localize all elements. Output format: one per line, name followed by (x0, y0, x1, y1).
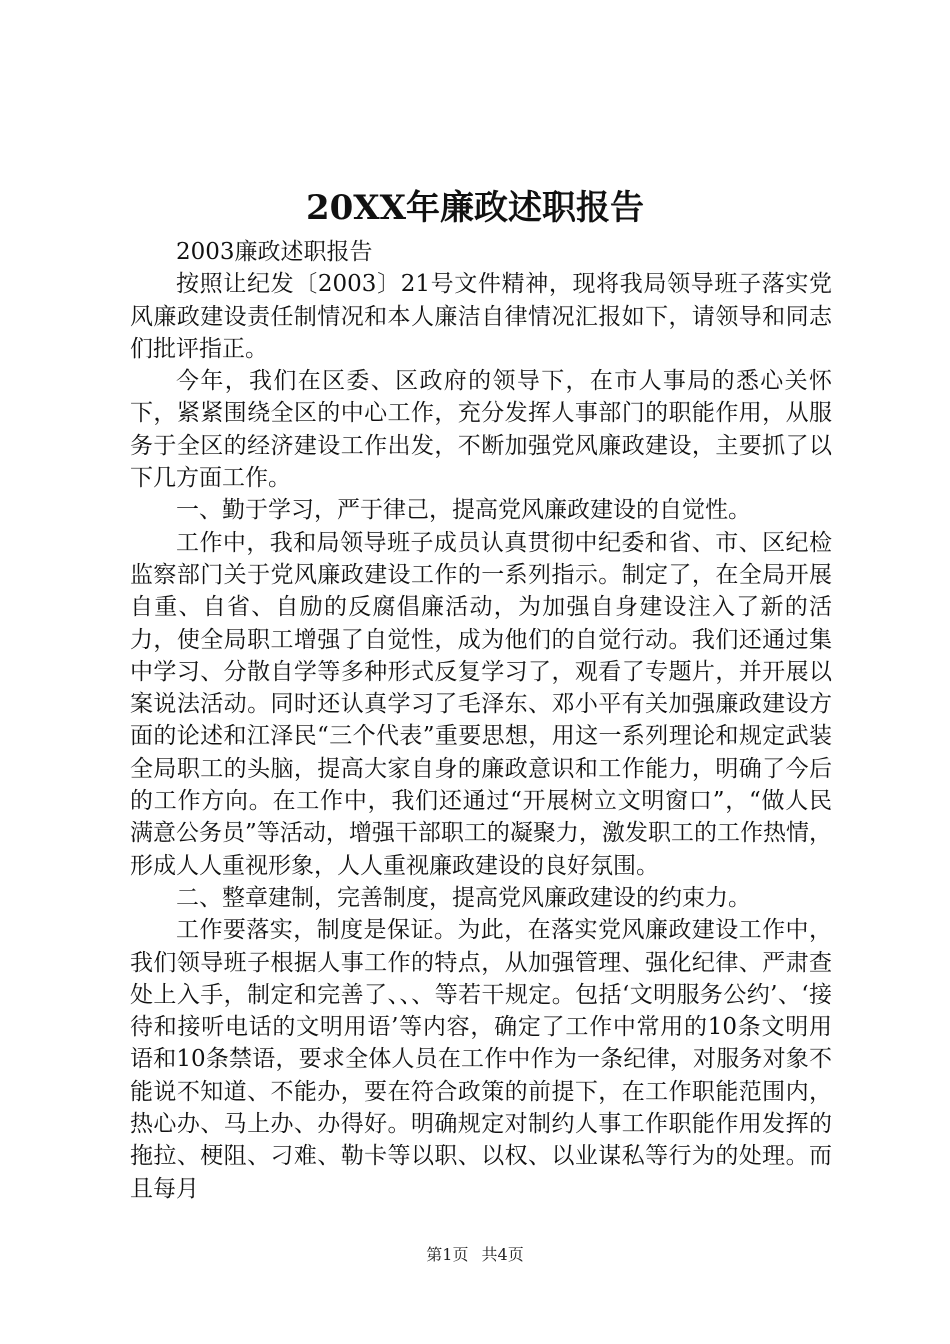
section-heading: 一、勤于学习，严于律己，提高党风廉政建设的自觉性。 (176, 497, 751, 524)
paragraph: 按照让纪发〔2003〕21号文件精神，现将我局领导班子落实党风廉政建设责任制情况和本人廉洁自律情况汇报如下，请领导和同志们批评指正。 (130, 271, 832, 362)
document-title: 20XX年廉政述职报告 (305, 188, 645, 228)
paragraph: 工作要落实，制度是保证。为此，在落实党风廉政建设工作中，我们领导班子根据人事工作的特点，从加强管理、强化纪律、严肃查处上入手，制定和完善了、、、等若干规定。包括‘文明服务公约’、‘接待和接听电话的文明用语’等内容，确定了工作中常用的10条文明用语和10条禁语，要求全体人员在工作中作为一条纪律，对服务对象不能说不知道、不能办，要在符合政策的前提下，在工作职能范围内，热心办、马上办、办得好。明确规定对制约人事工作职能作用发挥的拖拉、梗阻、刁难、勒卡等以职、以权、以业谋私等行为的处理。而且每月 (130, 917, 832, 1202)
document-subtitle: 2003廉政述职报告 (176, 239, 373, 265)
paragraph: 今年，我们在区委、区政府的领导下，在市人事局的悉心关怀下，紧紧围绕全区的中心工作，充分发挥人事部门的职能作用，从服务于全区的经济建设工作出发，不断加强党风廉政建设，主要抓了以下几方面工作。 (130, 368, 832, 492)
page-footer (0, 1243, 950, 1267)
page-total: 共4页 (481, 1245, 524, 1264)
document-body (130, 236, 832, 1205)
page-number: 第1页 (426, 1245, 469, 1264)
paragraph: 工作中，我和局领导班子成员认真贯彻中纪委和省、市、区纪检监察部门关于党风廉政建设工作的一系列指示。制定了，在全局开展自重、自省、自励的反腐倡廉活动，为加强自身建设注入了新的活力，使全局职工增强了自觉性，成为他们的自觉行动。我们还通过集中学习、分散自学等多种形式反复学习了，观看了专题片，并开展以案说法活动。同时还认真学习了毛泽东、邓小平有关加强廉政建设方面的论述和江泽民“三个代表”重要思想，用这一系列理论和规定武装全局职工的头脑，提高大家自身的廉政意识和工作能力，明确了今后的工作方向。在工作中，我们还通过“开展树立文明窗口”，“做人民满意公务员”等活动，增强干部职工的凝聚力，激发职工的工作热情，形成人人重视形象，人人重视廉政建设的良好氛围。 (130, 529, 832, 879)
section-heading: 二、整章建制，完善制度，提高党风廉政建设的约束力。 (176, 884, 751, 911)
